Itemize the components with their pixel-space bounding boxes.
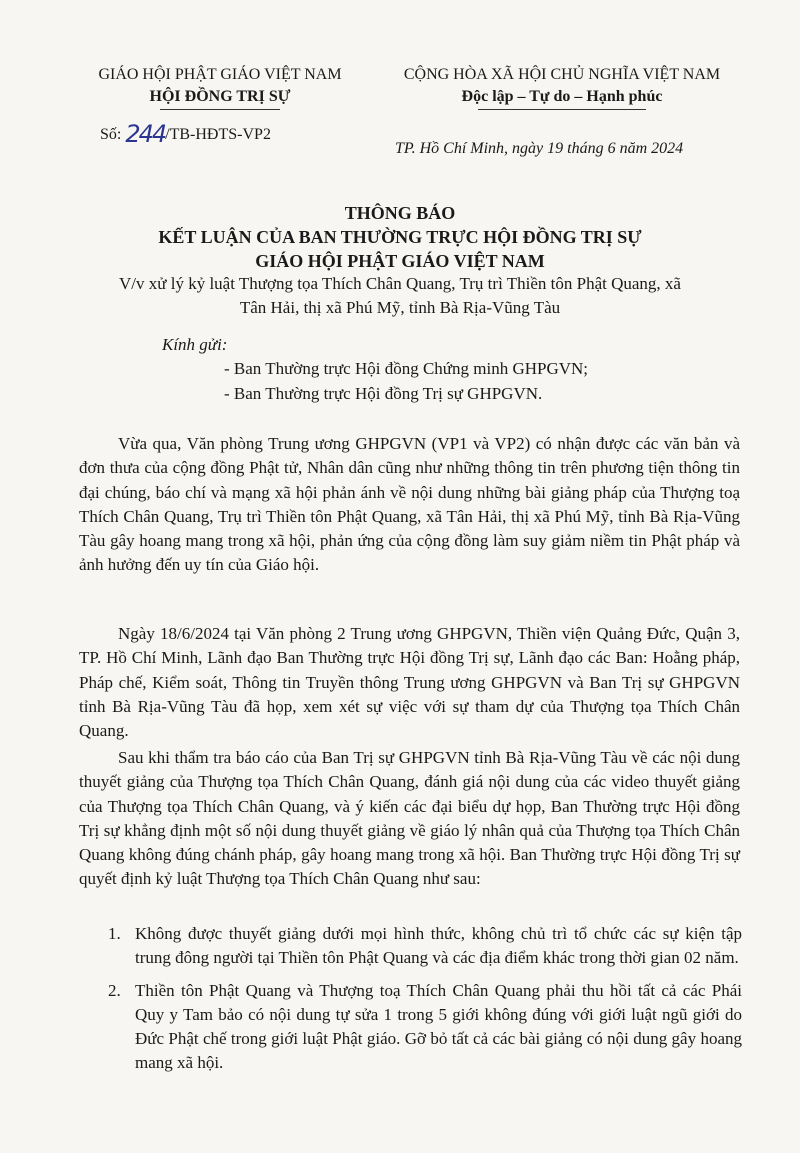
body-paragraph-2: Ngày 18/6/2024 tại Văn phòng 2 Trung ương GHPGVN, Thiền viện Quảng Đức, Quận 3, TP. Hồ Chí Minh, Lãnh đạo Ban Thường trực Hội đồng Trị sự, Lãnh đạo các Ban: Hoằng pháp, Pháp chế, Kiểm soát, Thông tin Truyền thông Trung ương GHPGVN và Ban Trị sự GHPGVN tỉnh Bà Rịa-Vũng Tàu đã họp, xem xét sự việc với sự tham dự của Thượng tọa Thích Chân Quang. — [79, 624, 740, 741]
header-divider-left — [160, 109, 280, 110]
document-title — [60, 201, 740, 273]
title-line-3: GIÁO HỘI PHẬT GIÁO VIỆT NAM — [255, 251, 545, 271]
list-item — [108, 922, 742, 971]
subject-line-1: V/v xử lý kỷ luật Thượng tọa Thích Chân Quang, Trụ trì Thiền tôn Phật Quang, xã — [119, 274, 681, 293]
recipient-item: - Ban Thường trực Hội đồng Chứng minh GHPGVN; — [224, 359, 589, 378]
handwritten-number: 244 — [125, 120, 166, 148]
body-paragraph-1: Vừa qua, Văn phòng Trung ương GHPGVN (VP1 và VP2) có nhận được các văn bản và đơn thưa của cộng đồng Phật tử, Nhân dân cũng như những thông tin trên phương tiện thông tin đại chúng, báo chí và mạng xã hội phản ánh về nội dung những bài giảng pháp của Thượng toạ Thích Chân Quang, Trụ trì Thiền tôn Phật Quang, xã Tân Hải, thị xã Phú Mỹ, tỉnh Bà Rịa-Vũng Tàu gây hoang mang trong xã hội, phản ứng của cộng đồng làm suy giảm niềm tin Phật pháp và ảnh hưởng đến uy tín của Giáo hội. — [79, 434, 740, 575]
body-paragraph-3: Sau khi thẩm tra báo cáo của Ban Trị sự GHPGVN tỉnh Bà Rịa-Vũng Tàu về các nội dung thuyết giảng của Thượng tọa Thích Chân Quang, đánh giá nội dung của các video thuyết giảng của Thượng tọa Thích Chân Quang, và ý kiến các đại biểu dự họp, Ban Thường trực Hội đồng Trị sự khẳng định một số nội dung thuyết giảng về giáo lý nhân quả của Thượng tọa Thích Chân Quang không đúng chánh pháp, gây hoang mang trong xã hội. Ban Thường trực Hội đồng Trị sự quyết định kỷ luật Thượng tọa Thích Chân Quang như sau: — [79, 748, 740, 889]
national-heading — [372, 64, 752, 108]
title-line-2: KẾT LUẬN CỦA BAN THƯỜNG TRỰC HỘI ĐỒNG TRỊ SỰ — [158, 227, 642, 247]
document-number-suffix: /TB-HĐTS-VP2 — [165, 126, 271, 143]
document-number — [100, 120, 271, 148]
document-subject — [60, 272, 740, 320]
recipients-label: Kính gửi: — [162, 335, 228, 354]
subject-line-2: Tân Hải, thị xã Phú Mỹ, tỉnh Bà Rịa-Vũng Tàu — [239, 298, 561, 317]
list-item-number: 2. — [108, 980, 121, 1000]
list-item-text: Thiền tôn Phật Quang và Thượng toạ Thích Chân Quang phải thu hồi tất cả các Phái Quy y Tam bảo có nội dung tự sửa 1 trong 5 giới không đúng với giới luật ngũ giới do Đức Phật chế trong giới luật Phật giáo. Gỡ bỏ tất cả các bài giảng có nội dung gây hoang mang xã hội. — [135, 980, 742, 1073]
header-divider-right — [478, 109, 646, 110]
council-name: HỘI ĐỒNG TRỊ SỰ — [149, 88, 291, 105]
document-number-prefix: Số: — [100, 126, 122, 143]
list-item-text: Không được thuyết giảng dưới mọi hình thức, không chủ trì tổ chức các sự kiện tập trung đông người tại Thiền tôn Phật Quang và các địa điểm khác trong thời gian 02 năm. — [135, 924, 742, 968]
list-item — [108, 979, 742, 1076]
list-item-number: 1. — [108, 924, 121, 943]
issue-date: TP. Hồ Chí Minh, ngày 19 tháng 6 năm 2024 — [395, 140, 684, 157]
org-name: GIÁO HỘI PHẬT GIÁO VIỆT NAM — [98, 66, 342, 83]
decision-list — [108, 922, 742, 1076]
recipient-item: - Ban Thường trực Hội đồng Trị sự GHPGVN. — [224, 384, 543, 403]
title-line-1: THÔNG BÁO — [344, 203, 456, 223]
country-name: CỘNG HÒA XÃ HỘI CHỦ NGHĨA VIỆT NAM — [403, 66, 721, 83]
national-motto: Độc lập – Tự do – Hạnh phúc — [461, 88, 663, 105]
issuing-organization — [70, 64, 370, 108]
